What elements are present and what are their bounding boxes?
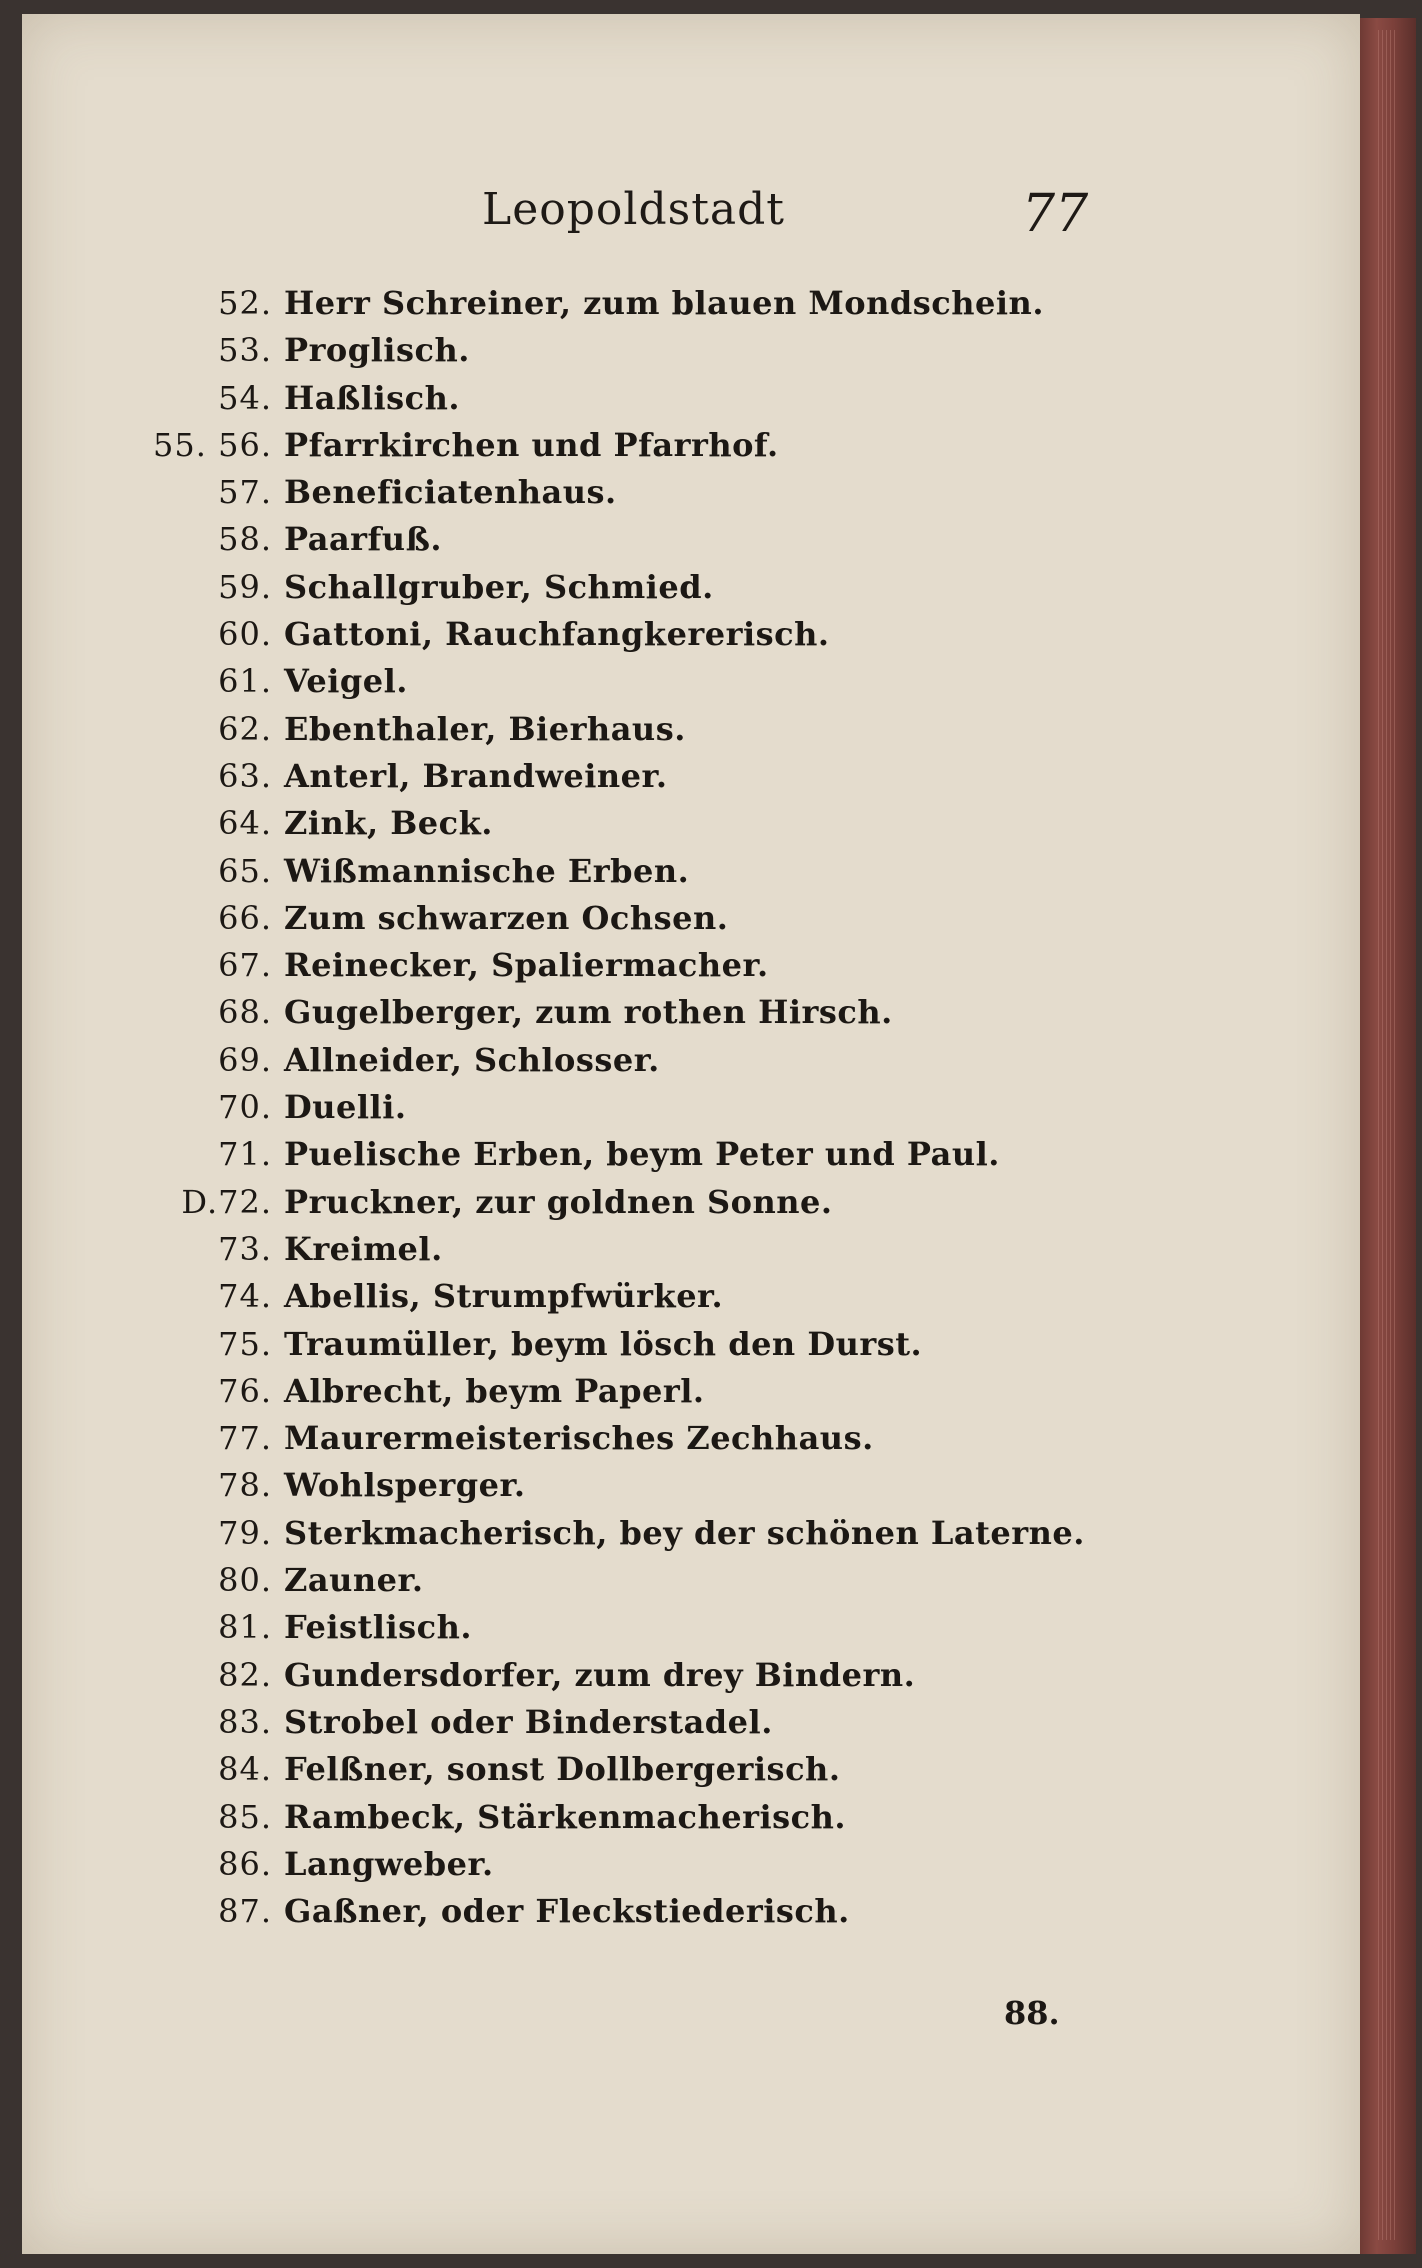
entry-text: Ebenthaler, Bierhaus.: [284, 709, 686, 748]
list-item: [152, 1466, 1152, 1513]
list-item: [152, 757, 1152, 804]
list-item: [152, 568, 1152, 615]
entry-number: 79.: [218, 1513, 272, 1552]
entry-number: 54.: [218, 378, 272, 417]
entry-text: Pruckner, zur goldnen Sonne.: [284, 1182, 833, 1221]
list-item: [152, 1656, 1152, 1703]
entry-number: 69.: [218, 1040, 272, 1079]
list-item: [152, 426, 1152, 473]
entry-number: 85.: [218, 1797, 272, 1836]
entry-number: 61.: [218, 662, 272, 701]
list-item: [152, 1135, 1152, 1182]
entry-number: D.72.: [181, 1182, 272, 1221]
entry-text: Veigel.: [284, 662, 408, 701]
entry-text: Wißmannische Erben.: [284, 851, 690, 890]
page-block-edge-texture: [1378, 30, 1398, 2240]
list-item: [152, 1892, 1152, 1939]
entry-text: Strobel oder Binderstadel.: [284, 1702, 773, 1741]
entry-number: 71.: [218, 1135, 272, 1174]
entry-text: Gundersdorfer, zum drey Bindern.: [284, 1655, 916, 1694]
book-page: [22, 14, 1360, 2254]
entry-number: 74.: [218, 1277, 272, 1316]
list-item: [152, 804, 1152, 851]
entry-text: Duelli.: [284, 1088, 407, 1127]
entry-text: Beneficiatenhaus.: [284, 473, 617, 512]
list-item: [152, 1798, 1152, 1845]
entry-text: Reinecker, Spaliermacher.: [284, 946, 769, 985]
entry-number: 77.: [218, 1419, 272, 1458]
list-item: [152, 899, 1152, 946]
entry-number: 63.: [218, 756, 272, 795]
entry-text: Langweber.: [284, 1844, 494, 1883]
entry-number: 78.: [218, 1466, 272, 1505]
entry-text: Zum schwarzen Ochsen.: [284, 898, 729, 937]
list-item: [152, 473, 1152, 520]
entry-text: Allneider, Schlosser.: [284, 1040, 660, 1079]
list-item: [152, 1325, 1152, 1372]
list-item: [152, 1372, 1152, 1419]
list-item: [152, 1277, 1152, 1324]
entry-number: 75.: [218, 1324, 272, 1363]
entry-number: 60.: [218, 615, 272, 654]
list-item: [152, 284, 1152, 331]
entry-number: 83.: [218, 1702, 272, 1741]
entry-text: Traumüller, beym lösch den Durst.: [284, 1324, 923, 1363]
entry-text: Feistlisch.: [284, 1608, 472, 1647]
list-item: [152, 1750, 1152, 1797]
list-item: [152, 1514, 1152, 1561]
running-head-title: Leopoldstadt: [482, 184, 785, 235]
entry-number: 55. 56.: [153, 425, 272, 464]
entry-text: Sterkmacherisch, bey der schönen Laterne.: [284, 1513, 1085, 1552]
entry-number: 52.: [218, 284, 272, 322]
entry-number: 76.: [218, 1371, 272, 1410]
list-item: [152, 1703, 1152, 1750]
entry-text: Felßner, sonst Dollbergerisch.: [284, 1750, 841, 1789]
entry-text: Pfarrkirchen und Pfarrhof.: [284, 425, 779, 464]
list-item: [152, 1561, 1152, 1608]
page-number: 77: [1022, 184, 1089, 244]
list-item: [152, 662, 1152, 709]
list-item: [152, 852, 1152, 899]
entry-text: Kreimel.: [284, 1229, 443, 1268]
entry-number: 73.: [218, 1229, 272, 1268]
entry-number: 58.: [218, 520, 272, 559]
entry-text: Zauner.: [284, 1561, 424, 1600]
entry-text: Paarfuß.: [284, 520, 443, 559]
entry-number: 68.: [218, 993, 272, 1032]
entry-text: Albrecht, beym Paperl.: [284, 1371, 705, 1410]
entry-number: 67.: [218, 946, 272, 985]
entry-number: 53.: [218, 331, 272, 370]
list-item: [152, 615, 1152, 662]
list-item: [152, 946, 1152, 993]
entry-text: Maurermeisterisches Zechhaus.: [284, 1419, 874, 1458]
entry-text: Schallgruber, Schmied.: [284, 567, 714, 606]
entry-number: 82.: [218, 1655, 272, 1694]
entry-number: 70.: [218, 1088, 272, 1127]
list-item: [152, 1845, 1152, 1892]
entry-number: 86.: [218, 1844, 272, 1883]
entry-number: 65.: [218, 851, 272, 890]
entry-text: Proglisch.: [284, 331, 470, 370]
list-item: [152, 1419, 1152, 1466]
entry-number: 81.: [218, 1608, 272, 1647]
entry-text: Haßlisch.: [284, 378, 460, 417]
list-item: [152, 710, 1152, 757]
entry-number: 80.: [218, 1561, 272, 1600]
entry-number: 66.: [218, 898, 272, 937]
entry-text: Rambeck, Stärkenmacherisch.: [284, 1797, 846, 1836]
entry-number: 87.: [218, 1892, 272, 1931]
entry-text: Gattoni, Rauchfangkererisch.: [284, 615, 830, 654]
list-item: [152, 331, 1152, 378]
entry-text: Wohlsperger.: [284, 1466, 526, 1505]
entry-text: Herr Schreiner, zum blauen Mondschein.: [284, 284, 1044, 322]
list-item: [152, 379, 1152, 426]
catchword: 88.: [1004, 1994, 1060, 2032]
list-item: [152, 1230, 1152, 1277]
list-item: [152, 1088, 1152, 1135]
list-item: [152, 993, 1152, 1040]
entry-number: 64.: [218, 804, 272, 843]
address-list: [152, 284, 1152, 1939]
entry-number: 59.: [218, 567, 272, 606]
entry-text: Abellis, Strumpfwürker.: [284, 1277, 724, 1316]
list-item: [152, 1041, 1152, 1088]
entry-text: Zink, Beck.: [284, 804, 493, 843]
entry-number: 57.: [218, 473, 272, 512]
entry-text: Gugelberger, zum rothen Hirsch.: [284, 993, 893, 1032]
list-item: [152, 1183, 1152, 1230]
entry-number: 62.: [218, 709, 272, 748]
entry-text: Puelische Erben, beym Peter und Paul.: [284, 1135, 1000, 1174]
entry-text: Anterl, Brandweiner.: [284, 756, 668, 795]
list-item: [152, 1608, 1152, 1655]
list-item: [152, 520, 1152, 567]
entry-number: 84.: [218, 1750, 272, 1789]
running-head: [22, 184, 1360, 244]
entry-text: Gaßner, oder Fleckstiederisch.: [284, 1892, 850, 1931]
